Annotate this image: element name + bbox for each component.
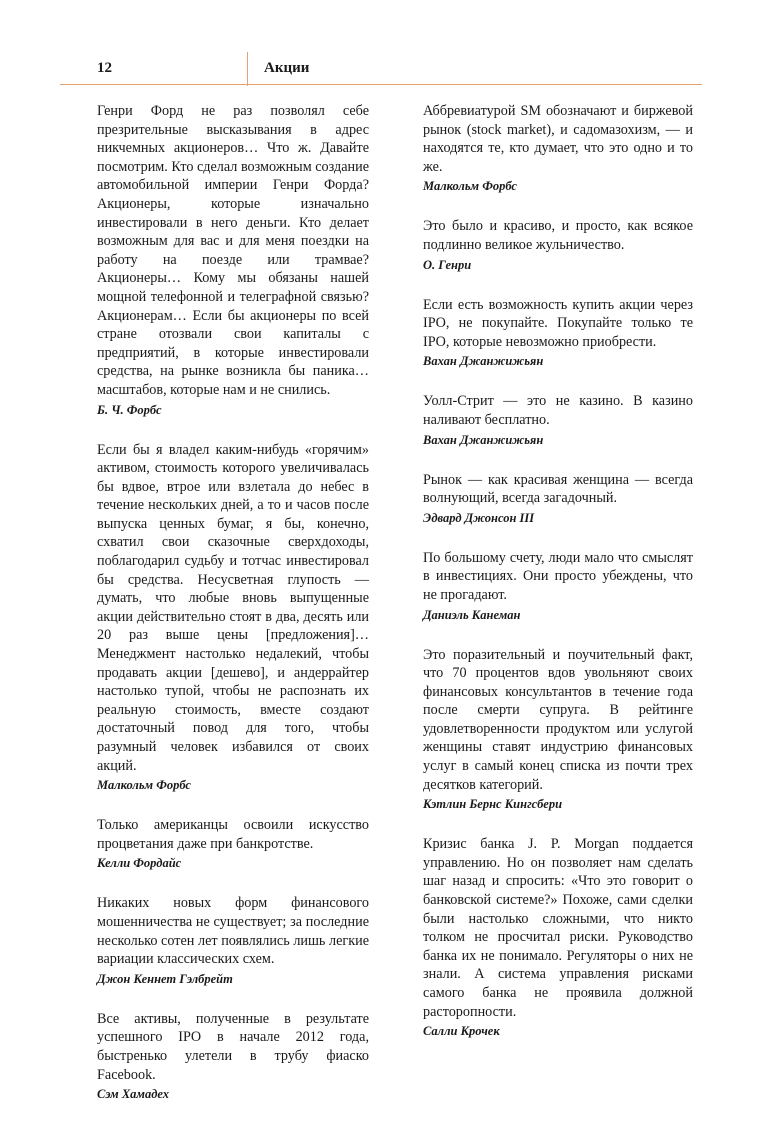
quote-author: Даниэль Канеман <box>423 607 521 622</box>
quote-author: Малкольм Форбс <box>423 179 517 194</box>
quote-author: Вахан Джанжижьян <box>423 432 544 447</box>
quote-text: Это было и красиво, и просто, как всякое подлинно великое жульничество. <box>423 218 693 253</box>
quote-author: Малкольм Форбс <box>97 778 191 793</box>
quote-text: Уолл-Стрит — это не казино. В казино наливают бесплатно. <box>423 393 693 428</box>
quote-text: Кризис банка J. P. Morgan поддается управлению. Но он позволяет нам сделать шаг назад и спросить: «Что это говорит о банковской системе?» Похоже, сами сделки были настолько сложными, что никто толком не просчитал риски. Руководство банка их не понимало. Регуляторы о них не знали. А система управления рисками самого банка не проявила должной расторопности. <box>423 836 693 1020</box>
quote <box>97 894 369 987</box>
header-divider <box>247 52 248 86</box>
quote-text: Если есть возможность купить акции через IPO, не покупайте. Покупайте только те IPO, которые невозможно приобрести. <box>423 296 693 350</box>
right-column <box>423 102 693 1062</box>
quote-author: Келли Фордайс <box>97 856 182 871</box>
quote <box>423 392 693 448</box>
quote <box>97 1010 369 1103</box>
quote-text: Никаких новых форм финансового мошенничества не существует; за последние несколько сотен лет появлялись лишь легкие вариации классических схем. <box>97 895 369 968</box>
quote <box>423 549 693 624</box>
quote <box>423 217 693 273</box>
quote-author: Сэм Хамадех <box>97 1087 170 1102</box>
quote <box>97 441 369 795</box>
section-title: Акции <box>264 60 310 76</box>
quote <box>97 102 369 419</box>
quote-author: Салли Крочек <box>423 1024 500 1039</box>
quote-text: Генри Форд не раз позволял себе презрительные высказывания в адрес никчемных акционеров… Что ж. Давайте посмотрим. Кто сделал возможным создание автомобильной империи Генри Форда? Акционеры, которые изначально инвестировали в него деньги. Кто делает возможным для вас и для меня поездки на работу на поезде или трамвае? Акционеры… Кому мы обязаны нашей мощной телефонной и телеграфной связью? Акционерам… Если бы акционеры по всей стране отозвали свои капиталы с предприятий, в которые инвестировали средства, на рынке возникла бы паника… масштабов, которые нам и не снились. <box>97 103 369 398</box>
quote-text: Если бы я владел каким-нибудь «горячим» активом, стоимость которого увеличивалась бы вдвое, втрое или взлетала до небес в течение нескольких дней, а то и часов после выпуска ценных бумаг, я бы, конечно, схватил свои сказочные сверхдоходы, поблагодарил судьбу и тотчас инвестировал бы средства. Несусветная глупость — думать, что любые вновь выпущенные акции действительно стоят в два, десять или 20 раз выше цены [предложения]… Менеджмент настолько недалекий, чтобы продавать акции [дешево], и андеррайтер настолько тупой, чтобы не распознать их реальную стоимость, вместе создают достаточный повод для того, чтобы разумный человек избавился от своих акций. <box>97 441 369 774</box>
quote-author: Эдвард Джонсон III <box>423 510 535 525</box>
header-rule <box>60 84 702 85</box>
quote-text: По большому счету, люди мало что смыслят в инвестициях. Они просто убеждены, что не прогадают. <box>423 549 693 603</box>
left-column <box>97 102 369 1125</box>
quote <box>423 646 693 814</box>
quote <box>423 102 693 195</box>
quote-author: Джон Кеннет Гэлбрейт <box>97 971 233 986</box>
quote-author: О. Генри <box>423 257 472 272</box>
quote <box>423 296 693 371</box>
quote-text: Рынок — как красивая женщина — всегда волнующий, всегда загадочный. <box>423 471 693 507</box>
quote-author: Кэтлин Бернс Кингсбери <box>423 797 563 812</box>
quote <box>97 816 369 872</box>
quote-text: Это поразительный и поучительный факт, что 70 процентов вдов увольняют своих финансовых консультантов в течение года после смерти супруга. В рейтинге удовлетворенности продуктом или услугой женщины ставят индустрию финансовых услуг в самый конец списка из почти трех десятков категорий. <box>423 646 693 793</box>
quote-author: Вахан Джанжижьян <box>423 354 544 369</box>
page-header <box>0 0 762 90</box>
quote <box>423 471 693 527</box>
quote-author: Б. Ч. Форбс <box>97 402 162 417</box>
quote <box>423 835 693 1040</box>
quote-text: Только американцы освоили искусство процветания даже при банкротстве. <box>97 817 369 852</box>
quote-text: Аббревиатурой SM обозначают и биржевой рынок (stock market), и садомазохизм, — и находятся те, кто думает, что это одно и то же. <box>423 103 693 175</box>
quote-text: Все активы, полученные в результате успешного IPO в начале 2012 года, быстренько улетели в трубу фиаско Facebook. <box>97 1010 369 1083</box>
page-number: 12 <box>97 60 112 76</box>
